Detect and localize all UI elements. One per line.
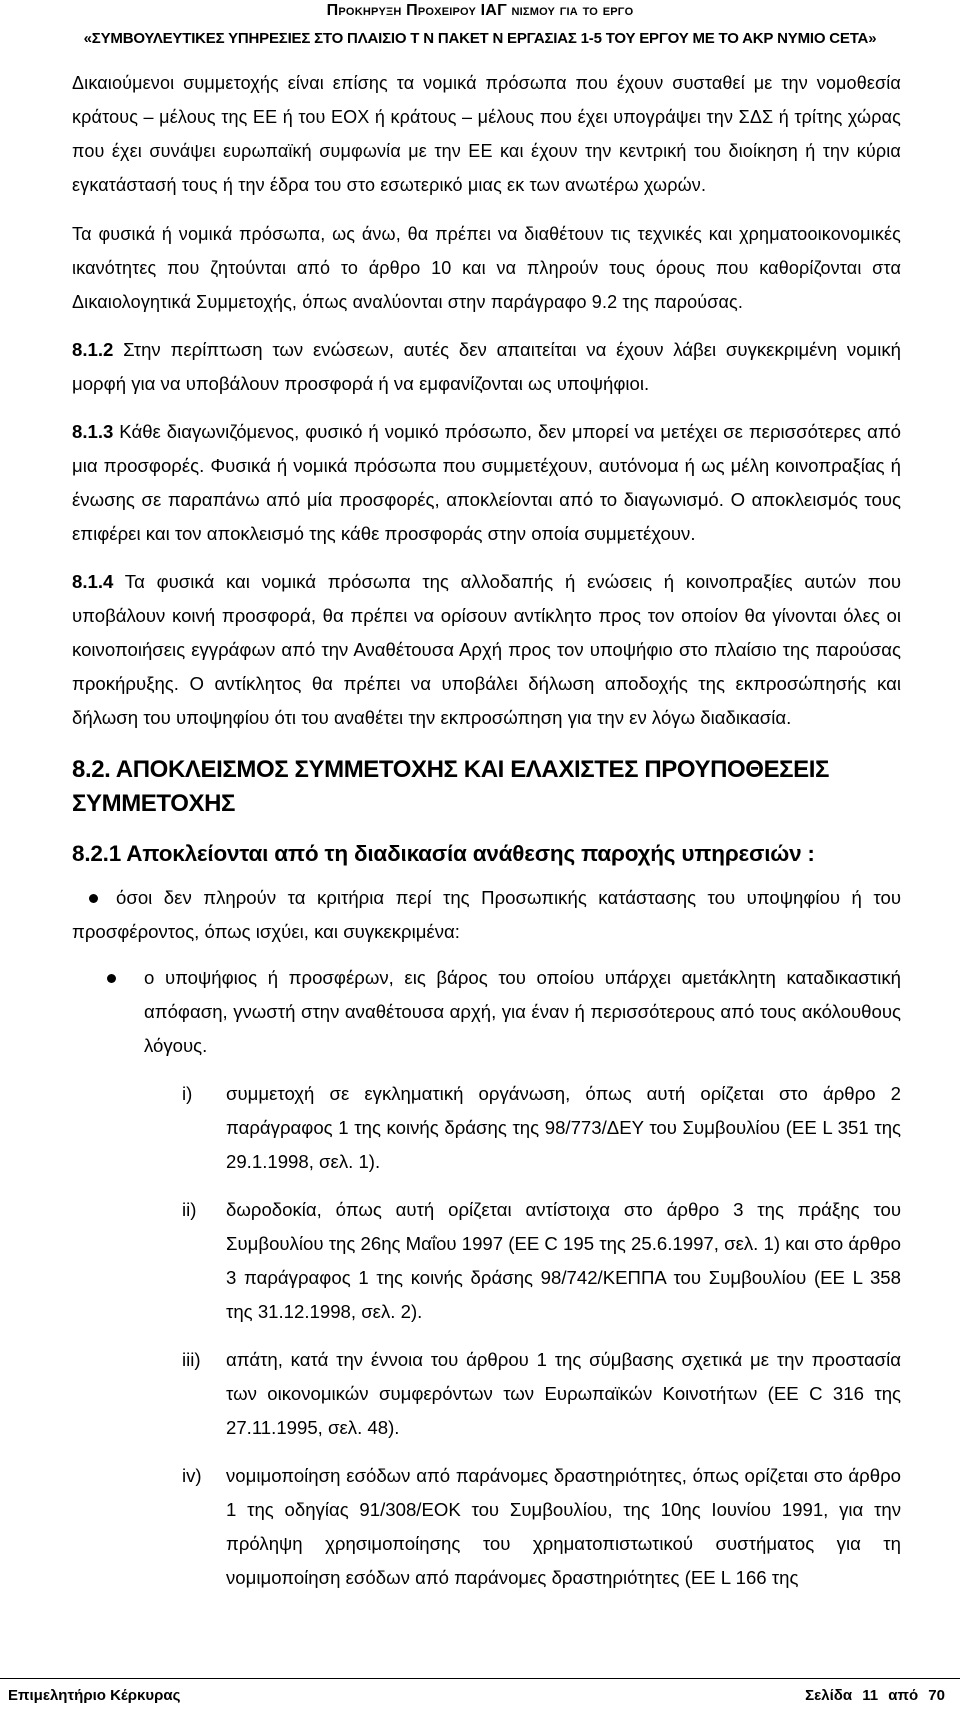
header-title: Προκηρυξη Προχειρου ΙΑΓ νισμου για το εργο xyxy=(326,2,634,19)
footer-divider xyxy=(0,1678,960,1679)
footer-organization: Επιμελητήριο Κέρκυρας xyxy=(8,1687,181,1704)
list-item-label: iv) xyxy=(182,1465,202,1486)
paragraph-eligible-entities: Δικαιούμενοι συμμετοχής είναι επίσης τα νομικά πρόσωπα που έχουν συσταθεί με την νομοθεσία κράτους – μέλους της ΕΕ ή του ΕΟΧ ή κράτους – μέλους που έχει υπογράψει την ΣΔΣ ή τρίτης χώρας που έχει συνάψει ευρωπαϊκή συμφωνία με την ΕΕ και έχουν την κεντρική του διοίκηση ή την κύρια εγκατάστασή τους ή την έδρα του στο εσωτερικό μιας εκ των ανωτέρω χωρών. xyxy=(72,73,901,195)
paragraph-text: Κάθε διαγωνιζόμενος, φυσικό ή νομικό πρόσωπο, δεν μπορεί να μετέχει σε περισσότερες από μια προσφορές. Φυσικά ή νομικά πρόσωπα που συμμετέχουν, αυτόνομα ή ως μέλη κοινοπραξίας ή ένωσης σε παραπάνω από μία προσφορές, αποκλείονται από το διαγωνισμό. Ο αποκλεισμός τους επιφέρει και τον αποκλεισμό της κάθε προσφοράς στην οποία συμμετέχουν. xyxy=(72,421,901,544)
list-item-text: νομιμοποίηση εσόδων από παράνομες δραστηριότητες, όπως ορίζεται στο άρθρο 1 της οδηγίας 91/308/ΕΟΚ του Συμβουλίου, της 10ης Ιουνίου 1991, για την πρόληψη χρησιμοποίησης του χρηματοπιστωτικού συστήματος για τη νομιμοποίηση εσόδων από παράνομες δραστηριότητες (ΕΕ L 166 της xyxy=(226,1465,901,1588)
bullet-text: όσοι δεν πληρούν τα κριτήρια περί της Προσωπικής κατάστασης του υποψηφίου ή του προσφέροντος, όπως ισχύει, και συγκεκριμένα: xyxy=(72,887,901,942)
footer-page-number: Σελίδα 11 από 70 xyxy=(805,1687,945,1704)
list-item-text: απάτη, κατά την έννοια του άρθρου 1 της σύμβασης σχετικά με την προστασία των οικονομικών συμφερόντων των Ευρωπαϊκών Κοινοτήτων (ΕΕ C 316 της 27.11.1995, σελ. 48). xyxy=(226,1349,901,1438)
list-item-label: ii) xyxy=(182,1199,197,1220)
header-project: «ΣΥΜΒΟΥΛΕΥΤΙΚΕΣ ΥΠΗΡΕΣΙΕΣ ΣΤΟ ΠΛΑΙΣΙΟ Τ Ν ΠΑΚΕΤ Ν ΕΡΓΑΣΙΑΣ 1-5 ΤΟΥ ΕΡΓΟΥ ΜΕ ΤΟ ΑΚΡ ΝΥΜΙΟ CETA» xyxy=(83,30,877,47)
page-header xyxy=(0,0,960,50)
section-number: 8.1.3 xyxy=(72,421,114,442)
subsection-heading-8-2-1: 8.2.1 Αποκλείονται από τη διαδικασία ανάθεσης παροχής υπηρεσιών : xyxy=(72,841,815,866)
list-item xyxy=(182,1077,901,1179)
paragraph-8-1-3 xyxy=(72,415,901,551)
paragraph-8-1-2 xyxy=(72,333,901,401)
document-body xyxy=(72,62,901,1595)
bullet-icon xyxy=(89,894,98,903)
section-heading-8-2: 8.2. ΑΠΟΚΛΕΙΣΜΟΣ ΣΥΜΜΕΤΟΧΗΣ ΚΑΙ ΕΛΑΧΙΣΤΕΣ ΠΡΟΥΠΟΘΕΣΕΙΣ ΣΥΜΜΕΤΟΧΗΣ xyxy=(72,756,830,817)
list-item xyxy=(182,1343,901,1445)
list-item xyxy=(182,1459,901,1595)
paragraph-text: Στην περίπτωση των ενώσεων, αυτές δεν απαιτείται να έχουν λάβει συγκεκριμένη νομική μορφή για να υποβάλουν προσφορά ή να εμφανίζονται ως υποψήφιοι. xyxy=(72,339,901,394)
section-number: 8.1.2 xyxy=(72,339,114,360)
bullet-text: ο υποψήφιος ή προσφέρων, εις βάρος του οποίου υπάρχει αμετάκλητη καταδικαστική απόφαση, γνωστή στην αναθέτουσα αρχή, για έναν ή περισσότερους από τους ακόλουθους λόγους. xyxy=(144,967,901,1056)
bullet-item xyxy=(72,881,901,949)
list-item xyxy=(182,1193,901,1329)
paragraph-capabilities: Τα φυσικά ή νομικά πρόσωπα, ως άνω, θα πρέπει να διαθέτουν τις τεχνικές και χρηματοοικονομικές ικανότητες που ζητούνται από το άρθρο 10 και να πληρούν τους όρους που καθορίζονται στα Δικαιολογητικά Συμμετοχής, όπως αναλύονται στην παράγραφο 9.2 της παρούσας. xyxy=(72,224,901,312)
paragraph-text: Τα φυσικά και νομικά πρόσωπα της αλλοδαπής ή ενώσεις ή κοινοπραξίες αυτών που υποβάλουν κοινή προσφορά, θα πρέπει να ορίσουν αντίκλητο προς τον οποίον θα γίνονται όλες οι κοινοποιήσεις εγγράφων από την Αναθέτουσα Αρχή προς τον υποψήφιο στο πλαίσιο της παρούσας προκήρυξης. Ο αντίκλητος θα πρέπει να υποβάλει δήλωση αποδοχής της εκπροσώπησής και δήλωση του υποψηφίου ότι του αναθέτει την εκπροσώπηση για την εν λόγω διαδικασία. xyxy=(72,571,901,728)
bullet-item-nested xyxy=(144,961,901,1063)
list-item-label: iii) xyxy=(182,1349,201,1370)
list-item-label: i) xyxy=(182,1083,193,1104)
list-item-text: δωροδοκία, όπως αυτή ορίζεται αντίστοιχα στο άρθρο 3 της πράξης του Συμβουλίου της 26ης Μαΐου 1997 (ΕΕ C 195 της 25.6.1997, σελ. 1) και στο άρθρο 3 παράγραφος 1 της κοινής δράσης 98/742/ΚΕΠΠΑ του Συμβουλίου (ΕΕ L 358 της 31.12.1998, σελ. 2). xyxy=(226,1199,901,1322)
section-number: 8.1.4 xyxy=(72,571,114,592)
paragraph-8-1-4 xyxy=(72,565,901,735)
list-item-text: συμμετοχή σε εγκληματική οργάνωση, όπως αυτή ορίζεται στο άρθρο 2 παράγραφος 1 της κοινής δράσης της 98/773/ΔΕΥ του Συμβουλίου (ΕΕ L 351 της 29.1.1998, σελ. 1). xyxy=(226,1083,901,1172)
bullet-icon xyxy=(107,974,116,983)
